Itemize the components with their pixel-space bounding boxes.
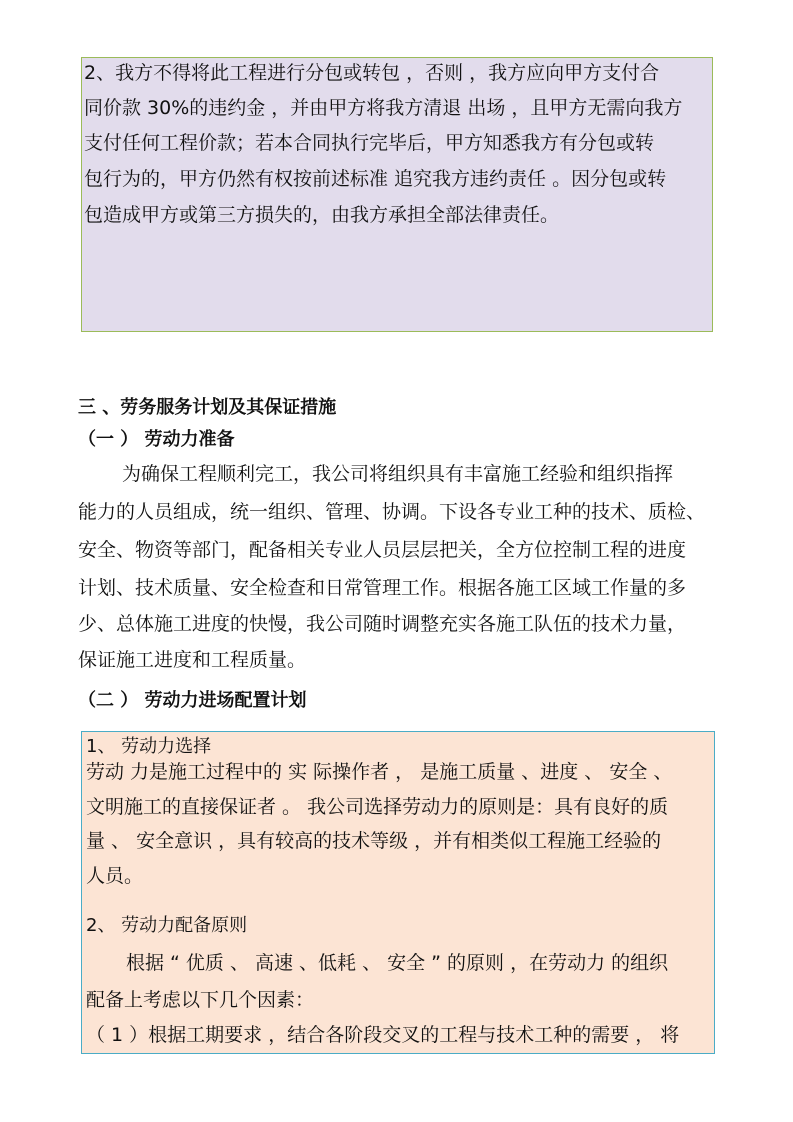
clause-line-3: 支付任何工程价款；若本合同执行完毕后，甲方知悉我方有分包或转 (84, 132, 655, 154)
paragraph-line-3: 安全、物资等部门，配备相关专业人员层层把关，全方位控制工程的进度 (78, 539, 687, 561)
item2-line-2: 配备上考虑以下几个因素： (86, 989, 315, 1011)
item1-line-1: 劳动 力是施工过程中的 实 际操作者 ， 是施工质量 、进度 、 安全 、 (86, 761, 673, 783)
clause-line-4: 包行为的，甲方仍然有权按前述标准 追究我方违约责任 。因分包或转 (84, 168, 667, 190)
paragraph-line-5: 少、总体施工进度的快慢，我公司随时调整充实各施工队伍的技术力量， (78, 613, 687, 635)
item2-line-3: （ 1 ）根据工期要求 ，结合各阶段交叉的工程与技术工种的需要 ， 将 (86, 1024, 680, 1046)
item1-title: 1、 劳动力选择 (86, 736, 212, 757)
subsection-2-title: （二 ） 劳动力进场配置计划 (78, 690, 307, 711)
clause-line-5: 包造成甲方或第三方损失的，由我方承担全部法律责任。 (84, 204, 560, 226)
paragraph-line-2: 能力的人员组成，统一组织、管理、协调。下设各专业工种的技术、质检、 (78, 501, 706, 523)
paragraph-line-6: 保证施工进度和工程质量。 (78, 649, 307, 671)
item2-line-1: 根据 “ 优质 、 高速 、低耗 、 安全 ” 的原则 ，在劳动力 的组织 (126, 952, 669, 974)
subsection-1-title: （一 ） 劳动力准备 (78, 429, 235, 450)
clause-line-1: 2、我方不得将此工程进行分包或转包 ，否则 ，我方应向甲方支付合 (84, 62, 660, 84)
item2-title: 2、 劳动力配备原则 (86, 915, 248, 936)
clause-line-2: 同价款 30%的违约金 ，并由甲方将我方清退 出场 ，且甲方无需向我方 (84, 97, 683, 119)
item1-line-3: 量 、 安全意识 ，具有较高的技术等级 ，并有相类似工程施工经验的 (86, 830, 662, 852)
section-title: 三 、劳务服务计划及其保证措施 (78, 397, 337, 418)
item1-line-4: 人员。 (86, 865, 144, 887)
paragraph-line-1: 为确保工程顺利完工，我公司将组织具有丰富施工经验和组织指挥 (122, 463, 674, 485)
item1-line-2: 文明施工的直接保证者 。 我公司选择劳动力的原则是：具有良好的质 (86, 796, 669, 818)
paragraph-line-4: 计划、技术质量、安全检查和日常管理工作。根据各施工区域工作量的多 (78, 577, 687, 599)
